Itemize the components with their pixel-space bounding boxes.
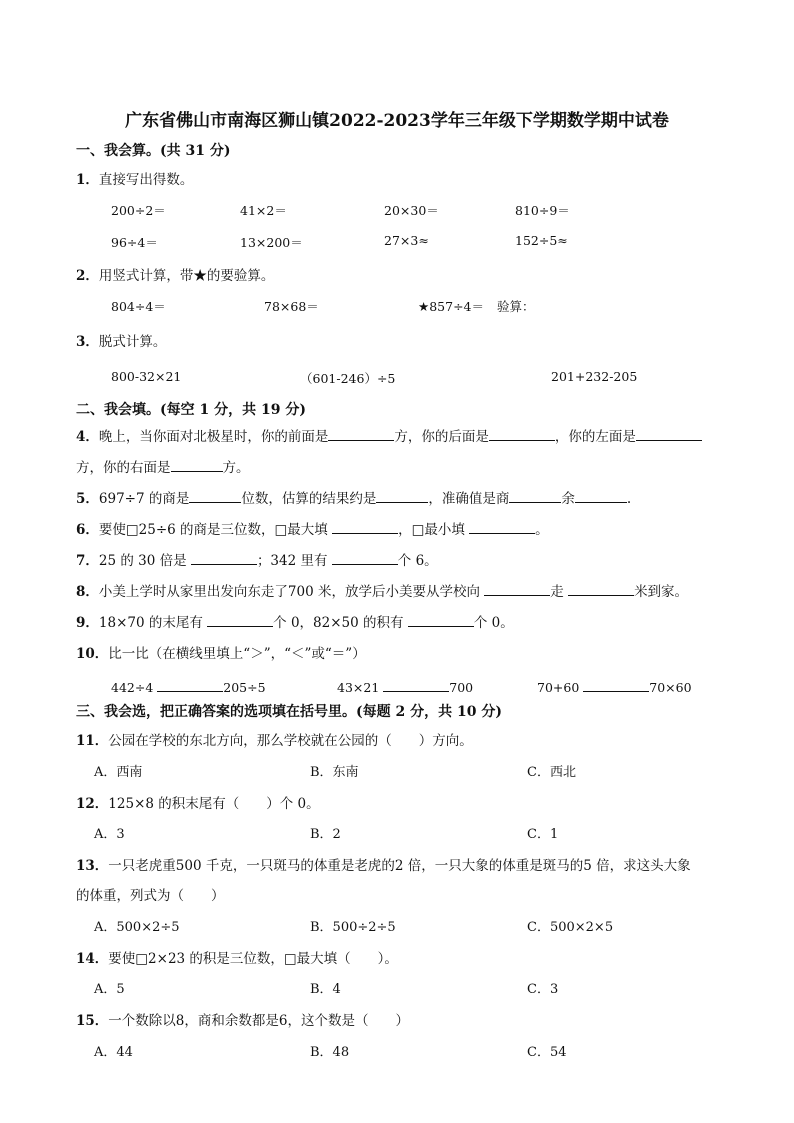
calc-item: 41×2＝ [240, 203, 287, 218]
compare-right: 70×60 [649, 680, 692, 695]
calc-item: 20×30＝ [384, 203, 439, 218]
text: 个 6。 [397, 553, 438, 569]
compare-left: 43×21 [337, 680, 384, 695]
answer-blank[interactable] [568, 581, 634, 596]
question-text: 一个数除以8，商和余数都是6，这个数是（ ） [108, 1013, 409, 1029]
answer-blank[interactable] [636, 426, 702, 441]
answer-blank[interactable] [171, 457, 223, 472]
text: ，□最小填 [398, 522, 470, 538]
question-number: 9． [76, 615, 99, 631]
text: . [626, 491, 632, 507]
page-title: 广东省佛山市南海区狮山镇2022-2023学年三年级下学期数学期中试卷 [125, 111, 669, 131]
text: 小美上学时从家里出发向东走了700 米，放学后小美要从学校向 [98, 584, 485, 600]
answer-blank[interactable] [328, 426, 394, 441]
question-number: 11． [76, 733, 109, 749]
calc-item: 27×3≈ [384, 233, 429, 248]
question-number: 7． [76, 553, 99, 569]
question-number: 10． [76, 646, 109, 662]
compare-left: 70+60 [537, 680, 584, 695]
compare-item [111, 677, 266, 695]
question-1 [76, 168, 193, 188]
text: 。 [535, 522, 549, 538]
text: 晚上，当你面对北极星时，你的前面是 [98, 429, 329, 445]
choice-b[interactable]: B．2 [310, 827, 341, 842]
question-9 [76, 611, 514, 631]
answer-blank[interactable] [489, 426, 555, 441]
question-number: 1． [76, 172, 99, 188]
question-4 [76, 425, 702, 445]
choice-b[interactable]: B．500÷2÷5 [310, 920, 396, 935]
question-number: 14． [76, 951, 109, 967]
text: ，你的左面是 [554, 429, 636, 445]
answer-blank[interactable] [207, 612, 273, 627]
compare-right: 700 [449, 680, 474, 695]
compare-item [537, 677, 692, 695]
question-13-cont: 的体重，列式为（ ） [76, 888, 225, 904]
question-number: 6． [76, 522, 99, 538]
answer-blank[interactable] [469, 519, 535, 534]
section-2-heading: 二、我会填。(每空 1 分，共 19 分) [76, 402, 306, 418]
question-4-cont [76, 456, 250, 476]
compare-item [337, 677, 473, 695]
choice-a[interactable]: A．500×2÷5 [94, 920, 180, 935]
question-text: 公园在学校的东北方向，那么学校就在公园的（ ）方向。 [108, 733, 473, 749]
question-text: 直接写出得数。 [98, 172, 194, 188]
section-3-heading: 三、我会选，把正确答案的选项填在括号里。(每题 2 分，共 10 分) [76, 704, 502, 720]
question-number: 15． [76, 1013, 109, 1029]
question-text: 用竖式计算，带★的要验算。 [98, 268, 275, 284]
text: 个 0。 [473, 615, 514, 631]
question-text: 125×8 的积末尾有（ ）个 0。 [108, 796, 320, 812]
compare-left: 442÷4 [111, 680, 158, 695]
question-3 [76, 330, 166, 350]
question-text: 脱式计算。 [98, 334, 167, 350]
question-2 [76, 264, 274, 284]
calc-item: 13×200＝ [240, 235, 303, 250]
text: 位数，估算的结果约是 [241, 491, 377, 507]
choice-a[interactable]: A．西南 [94, 765, 143, 780]
choice-a[interactable]: A．3 [94, 827, 125, 842]
text: 697÷7 的商是 [98, 491, 190, 507]
question-number: 3． [76, 334, 99, 350]
verify-label: 验算： [497, 299, 535, 314]
question-number: 5． [76, 491, 99, 507]
choice-b[interactable]: B．48 [310, 1045, 350, 1060]
question-number: 2． [76, 268, 99, 284]
text: ；342 里有 [256, 553, 332, 569]
text: ，准确值是商 [428, 491, 510, 507]
choice-b[interactable]: B．东南 [310, 765, 359, 780]
choice-c[interactable]: C．1 [527, 827, 559, 842]
question-7 [76, 549, 438, 569]
choice-c[interactable]: C．500×2×5 [527, 920, 614, 935]
answer-blank[interactable] [332, 519, 398, 534]
answer-blank[interactable] [509, 488, 561, 503]
text: 走 [550, 584, 569, 600]
calc-item: 78×68＝ [264, 299, 319, 314]
choice-a[interactable]: A．5 [94, 982, 125, 997]
question-15 [76, 1009, 409, 1029]
answer-blank[interactable] [191, 550, 257, 565]
calc-item: 800-32×21 [111, 369, 182, 384]
answer-blank[interactable] [157, 677, 223, 692]
calc-item: 201+232-205 [551, 369, 638, 384]
compare-right: 205÷5 [223, 680, 266, 695]
answer-blank[interactable] [575, 488, 627, 503]
text: 个 0，82×50 的积有 [273, 615, 408, 631]
question-11 [76, 729, 473, 749]
text: 要使□25÷6 的商是三位数，□最大填 [98, 522, 333, 538]
question-12 [76, 792, 320, 812]
question-text: 比一比（在横线里填上“＞”，“＜”或“＝”） [108, 646, 366, 662]
text: 方。 [222, 460, 250, 476]
calc-item: 804÷4＝ [111, 299, 166, 314]
question-number: 12． [76, 796, 109, 812]
question-text: 一只老虎重500 千克，一只斑马的体重是老虎的2 倍，一只大象的体重是斑马的5 倍，求这头大象 [108, 858, 691, 874]
question-13 [76, 854, 691, 874]
answer-blank[interactable] [189, 488, 241, 503]
question-6 [76, 518, 549, 538]
calc-item: 200÷2＝ [111, 203, 166, 218]
answer-blank[interactable] [383, 677, 449, 692]
choice-b[interactable]: B．4 [310, 982, 341, 997]
calc-item: （601-246）÷5 [300, 371, 396, 386]
choice-c[interactable]: C．54 [527, 1045, 567, 1060]
answer-blank[interactable] [332, 550, 398, 565]
question-5 [76, 487, 631, 507]
calc-item: ★857÷4＝ [418, 299, 484, 314]
question-8 [76, 580, 688, 600]
choice-c[interactable]: C．西北 [527, 765, 576, 780]
text: 18×70 的末尾有 [98, 615, 208, 631]
answer-blank[interactable] [484, 581, 550, 596]
choice-c[interactable]: C．3 [527, 982, 559, 997]
text: 方，你的右面是 [76, 460, 171, 476]
text: 方，你的后面是 [394, 429, 489, 445]
question-number: 13． [76, 858, 109, 874]
answer-blank[interactable] [376, 488, 428, 503]
section-1-heading: 一、我会算。(共 31 分) [76, 143, 231, 159]
question-14 [76, 947, 398, 967]
answer-blank[interactable] [583, 677, 649, 692]
question-text: 要使□2×23 的积是三位数，□最大填（ ）。 [108, 951, 398, 967]
question-number: 8． [76, 584, 99, 600]
question-10 [76, 642, 366, 662]
question-number: 4． [76, 429, 99, 445]
text: 25 的 30 倍是 [98, 553, 191, 569]
text: 米到家。 [634, 584, 689, 600]
calc-item: 810÷9＝ [515, 203, 570, 218]
answer-blank[interactable] [408, 612, 474, 627]
text: 余 [561, 491, 575, 507]
choice-a[interactable]: A．44 [94, 1045, 133, 1060]
calc-item: 152÷5≈ [515, 233, 568, 248]
calc-item: 96÷4＝ [111, 235, 158, 250]
